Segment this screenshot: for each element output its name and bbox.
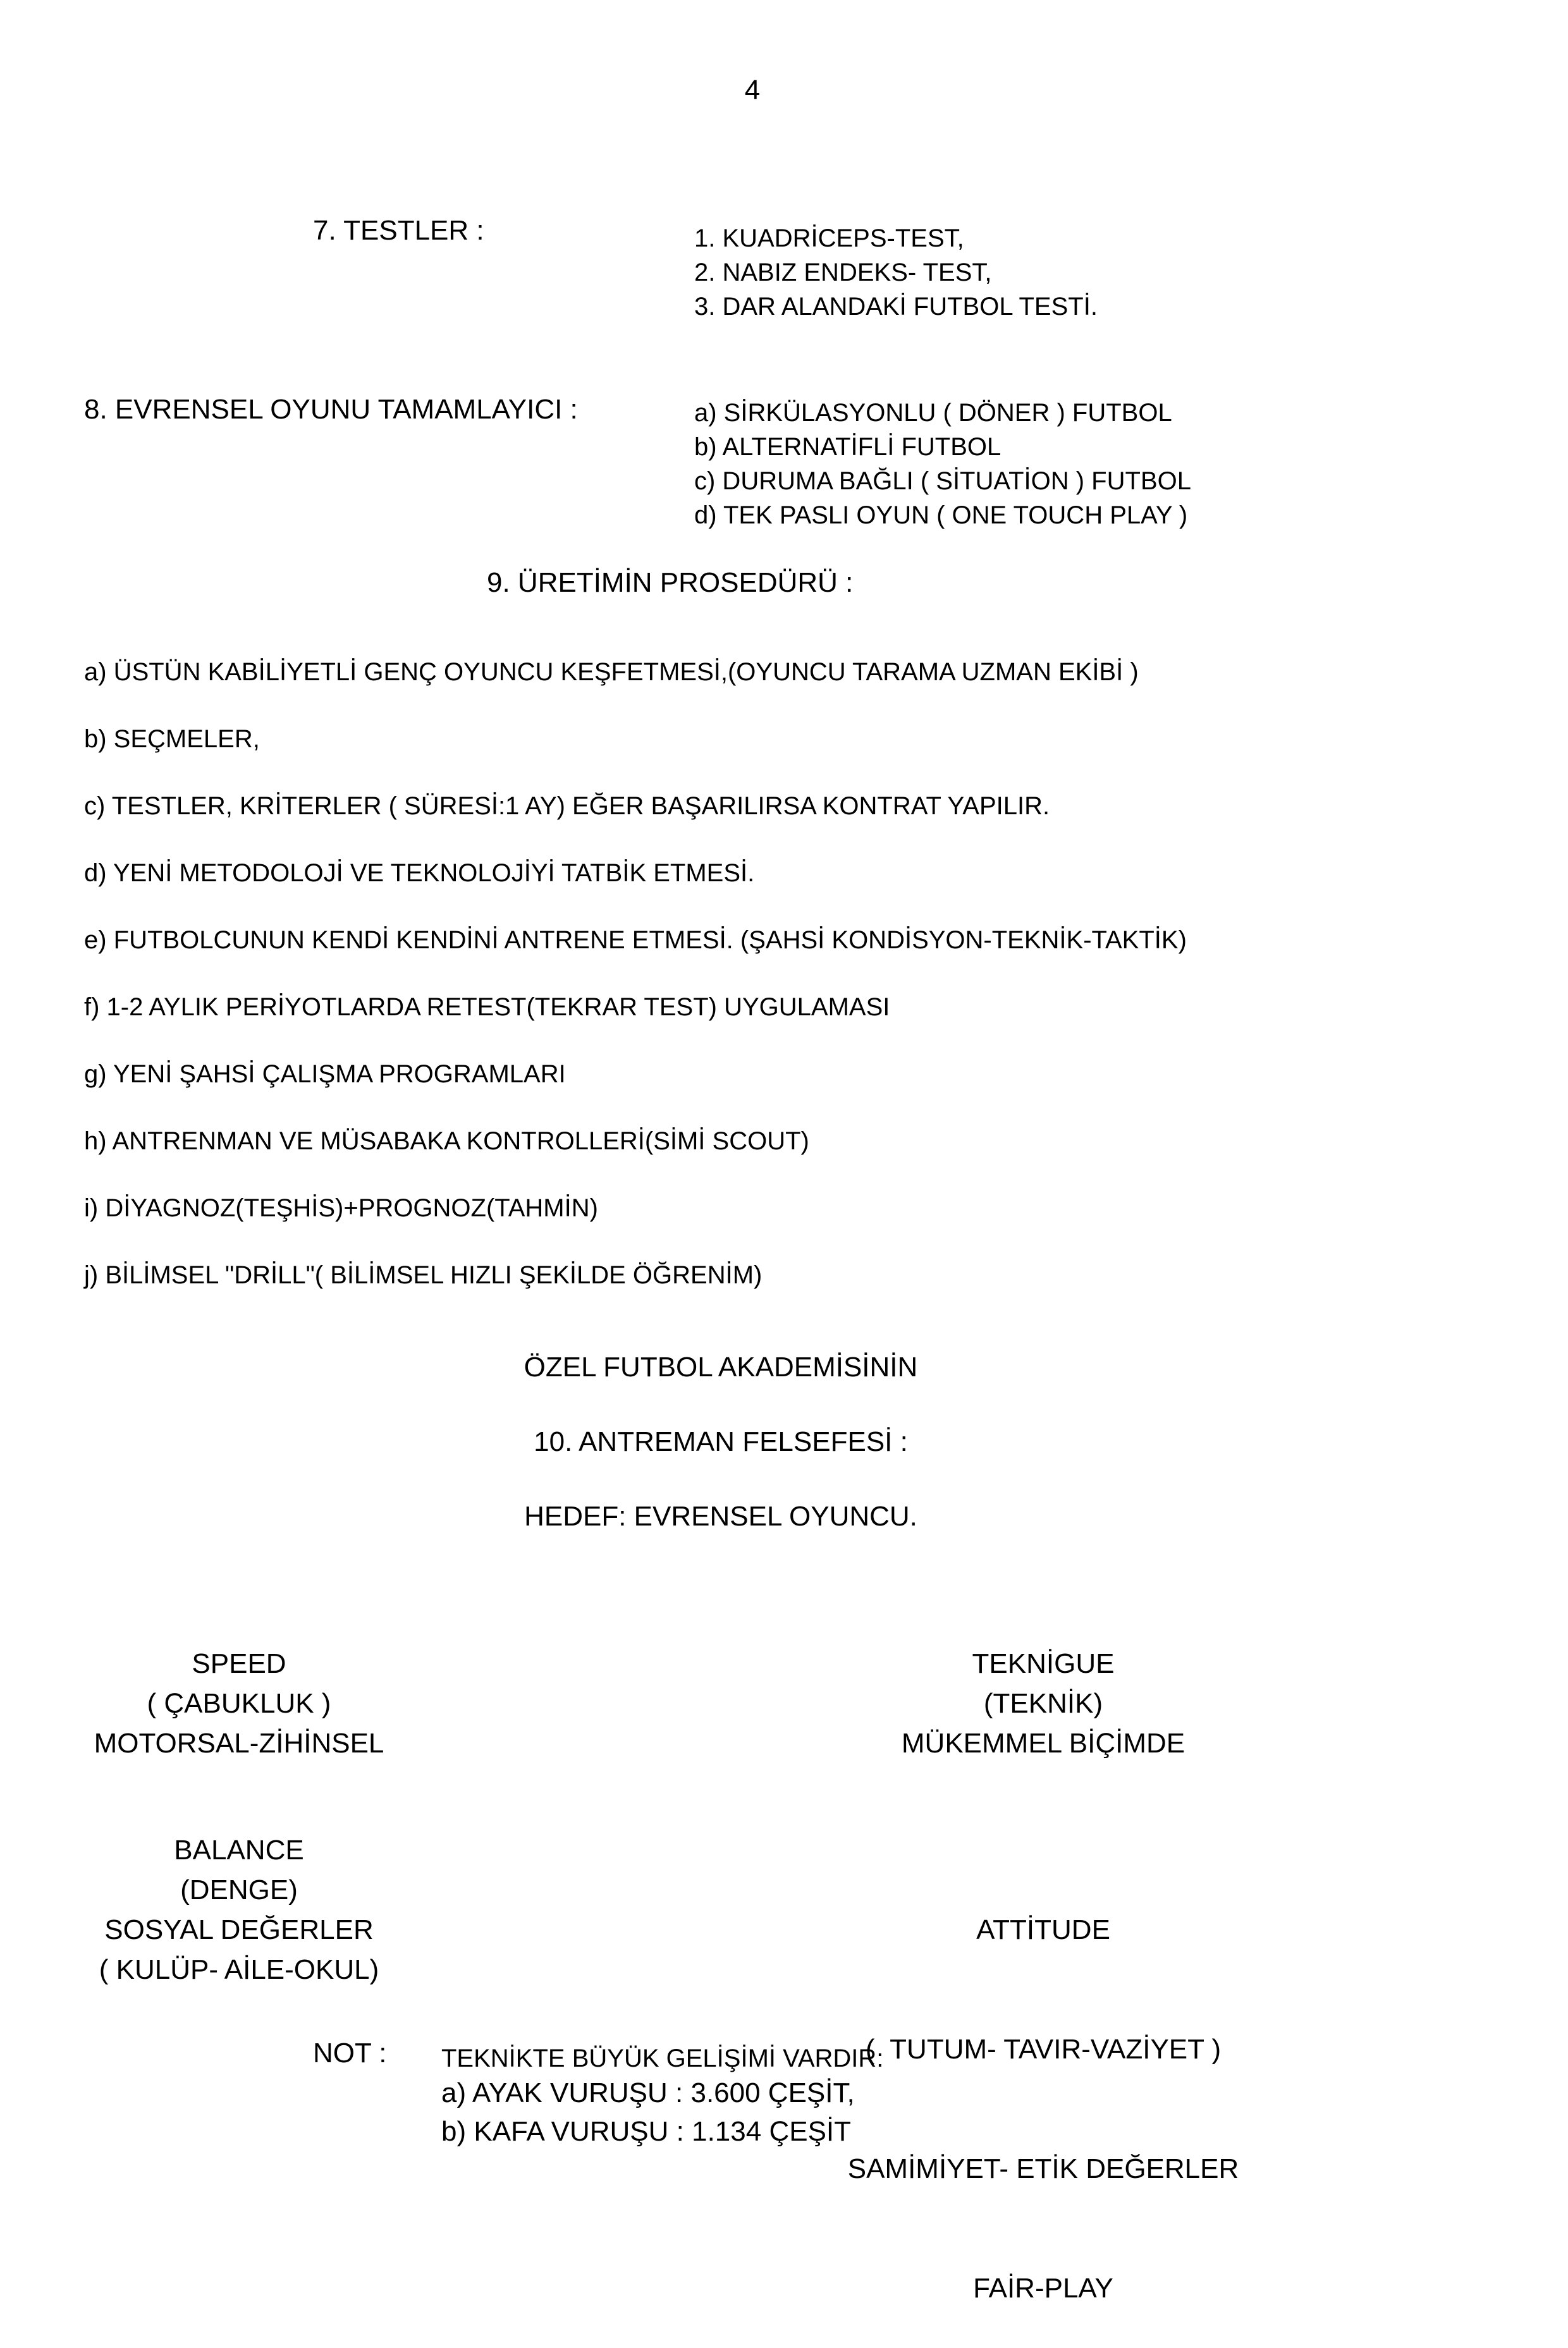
note-line-a: a) AYAK VURUŞU : 3.600 ÇEŞİT, [441, 2077, 855, 2108]
list-item: g) YENİ ŞAHSİ ÇALIŞMA PROGRAMLARI [84, 1060, 566, 1088]
pillar-line: SOSYAL DEĞERLER [104, 1914, 374, 1945]
note-label: NOT : [313, 2038, 387, 2069]
section7-heading: 7. TESTLER : [313, 215, 484, 246]
pillar-line: SAMİMİYET- ETİK DEĞERLER [847, 2153, 1239, 2184]
list-item: b) ALTERNATİFLİ FUTBOL [694, 433, 1001, 461]
page-number: 4 [744, 75, 761, 106]
list-item: f) 1-2 AYLIK PERİYOTLARDA RETEST(TEKRAR TEST) UYGULAMASI [84, 993, 890, 1021]
section7-list [694, 221, 1098, 324]
list-item: c) DURUMA BAĞLI ( SİTUATİON ) FUTBOL [694, 467, 1191, 495]
academy-goal: HEDEF: EVRENSEL OYUNCU. [524, 1501, 917, 1532]
pillar-line: ( ÇABUKLUK ) [147, 1688, 331, 1719]
list-item: 1. KUADRİCEPS-TEST, [694, 224, 964, 252]
section8-list [694, 396, 1191, 532]
pillar-line: (DENGE) [180, 1874, 298, 1905]
pillar-attitude [809, 1830, 1277, 2348]
list-item: a) ÜSTÜN KABİLİYETLİ GENÇ OYUNCU KEŞFETMESİ,(OYUNCU TARAMA UZMAN EKİBİ ) [84, 658, 1139, 686]
pillar-line: MOTORSAL-ZİHİNSEL [94, 1728, 384, 1759]
pillar-technique [847, 1644, 1239, 1763]
pillar-line: FAİR-PLAY [973, 2273, 1113, 2304]
pillar-line: ( KULÜP- AİLE-OKUL) [99, 1954, 379, 1985]
list-item: d) TEK PASLI OYUN ( ONE TOUCH PLAY ) [694, 501, 1188, 529]
list-item: h) ANTRENMAN VE MÜSABAKA KONTROLLERİ(SİMİ SCOUT) [84, 1127, 809, 1155]
list-item: 2. NABIZ ENDEKS- TEST, [694, 259, 992, 286]
pillar-line: ATTİTUDE [976, 1914, 1110, 1945]
list-item: b) SEÇMELER, [84, 725, 260, 753]
note-line-b: b) KAFA VURUŞU : 1.134 ÇEŞİT [441, 2116, 852, 2147]
list-item: d) YENİ METODOLOJİ VE TEKNOLOJİYİ TATBİK ETMESİ. [84, 859, 755, 887]
pillar-line: (TEKNİK) [983, 1688, 1103, 1719]
list-item: i) DİYAGNOZ(TEŞHİS)+PROGNOZ(TAHMİN) [84, 1194, 598, 1222]
pillar-line: MÜKEMMEL BİÇİMDE [901, 1728, 1185, 1759]
section9-list [84, 639, 1187, 1309]
pillar-speed [49, 1644, 429, 1763]
section8-heading: 8. EVRENSEL OYUNU TAMAMLAYICI : [84, 394, 578, 425]
list-item: e) FUTBOLCUNUN KENDİ KENDİNİ ANTRENE ETMESİ. (ŞAHSİ KONDİSYON-TEKNİK-TAKTİK) [84, 926, 1187, 954]
list-item: j) BİLİMSEL "DRİLL"( BİLİMSEL HIZLI ŞEKİLDE ÖĞRENİM) [84, 1261, 763, 1289]
academy-title: ÖZEL FUTBOL AKADEMİSİNİN [524, 1352, 918, 1383]
pillar-line: BALANCE [174, 1835, 304, 1866]
pillar-line: ( TUTUM- TAVIR-VAZİYET ) [865, 2034, 1222, 2065]
pillar-line: SPEED [192, 1648, 286, 1679]
pillar-balance [49, 1830, 429, 1990]
pillar-line: TEKNİGUE [972, 1648, 1115, 1679]
section9-heading: 9. ÜRETİMİN PROSEDÜRÜ : [487, 567, 854, 598]
list-item: c) TESTLER, KRİTERLER ( SÜRESİ:1 AY) EĞER BAŞARILIRSA KONTRAT YAPILIR. [84, 792, 1050, 820]
note-intro: TEKNİKTE BÜYÜK GELİŞİMİ VARDIR: [441, 2045, 884, 2072]
list-item: a) SİRKÜLASYONLU ( DÖNER ) FUTBOL [694, 399, 1172, 427]
list-item: 3. DAR ALANDAKİ FUTBOL TESTİ. [694, 293, 1098, 321]
academy-subtitle: 10. ANTREMAN FELSEFESİ : [534, 1426, 908, 1457]
